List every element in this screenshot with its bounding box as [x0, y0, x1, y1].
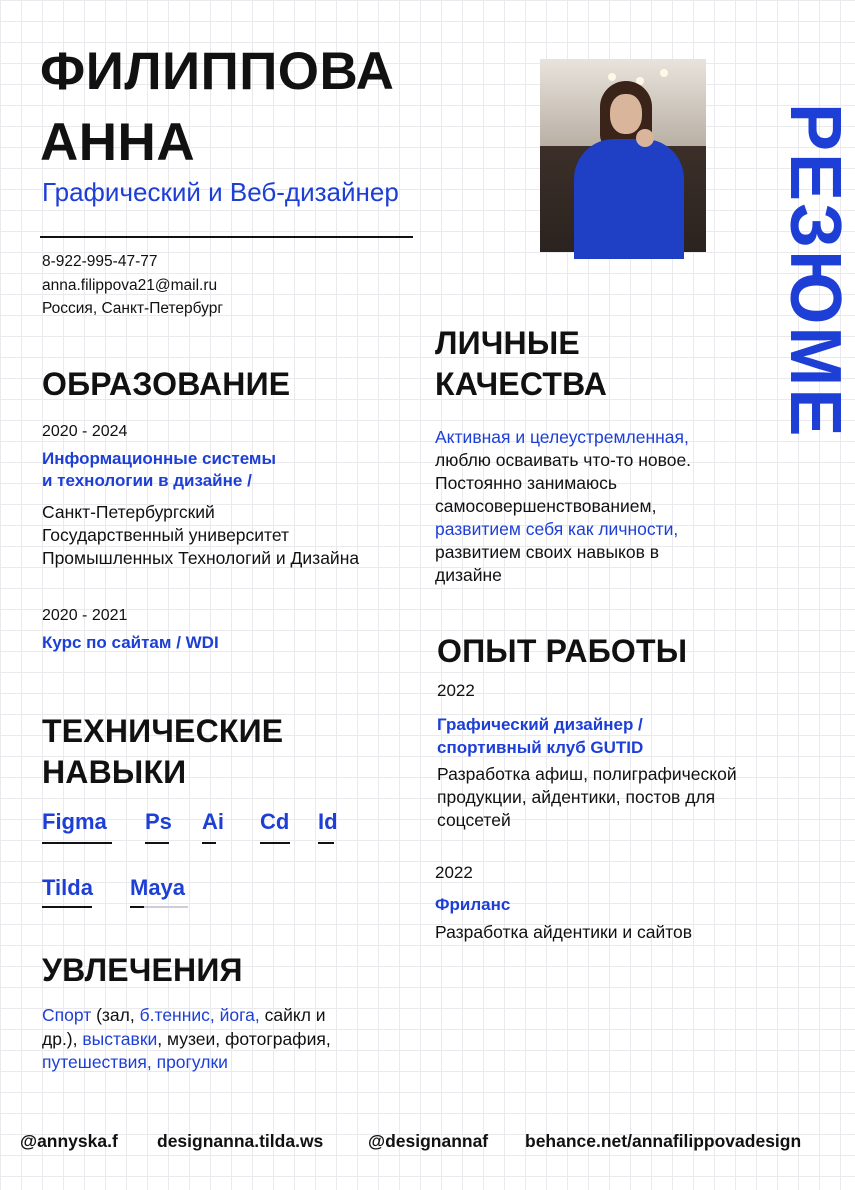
skill-ps-level — [145, 842, 169, 844]
name-first-line: ФИЛИППОВА — [40, 42, 395, 101]
experience-heading: ОПЫТ РАБОТЫ — [437, 633, 688, 669]
hobby-sport: Спорт — [42, 1005, 92, 1025]
footer-link-instagram-design[interactable]: @designannaf — [368, 1131, 489, 1151]
experience-desc-1-line1: Разработка афиш, полиграфической — [437, 764, 737, 784]
qualities-line7: дизайне — [435, 565, 502, 585]
footer-link-behance[interactable]: behance.net/annafilippovadesign — [525, 1131, 802, 1151]
experience-role-1-line1: Графический дизайнер / — [437, 715, 643, 734]
skill-maya-level — [130, 906, 144, 908]
skill-id-level — [318, 842, 334, 844]
skill-figma-level — [42, 842, 112, 844]
skill-ps: Ps — [145, 809, 172, 834]
skill-maya: Maya — [130, 875, 186, 900]
experience-desc-1-line3: соцсетей — [437, 810, 511, 830]
name-second-line: АННА — [40, 113, 196, 172]
job-title: Графический и Веб-дизайнер — [42, 177, 399, 207]
profile-photo — [540, 59, 706, 252]
qualities-line2: люблю осваивать что-то новое. — [435, 450, 692, 470]
education-program-1-line2: и технологии в дизайне / — [42, 471, 252, 490]
hobbies-text: , музеи, фотография, — [157, 1029, 331, 1049]
education-years-1: 2020 - 2024 — [42, 423, 128, 440]
skill-cd: Cd — [260, 809, 290, 834]
contact-phone: 8-922-995-47-77 — [42, 253, 158, 270]
skill-id: Id — [318, 809, 338, 834]
education-school-line2: Государственный университет — [42, 525, 290, 545]
education-program-1-line1: Информационные системы — [42, 449, 277, 468]
contact-location: Россия, Санкт-Петербург — [42, 300, 224, 317]
experience-year-2: 2022 — [435, 863, 473, 882]
footer-link-tilda[interactable]: designanna.tilda.ws — [157, 1131, 324, 1151]
skill-cd-level — [260, 842, 290, 844]
experience-year-1: 2022 — [437, 681, 475, 700]
qualities-line6: развитием своих навыков в — [435, 542, 660, 562]
qualities-line1: Активная и целеустремленная, — [435, 427, 689, 447]
qualities-line4: самосовершенствованием, — [435, 496, 657, 516]
hobbies-text: (зал, — [91, 1005, 140, 1025]
qualities-heading-line2: КАЧЕСТВА — [435, 366, 608, 402]
experience-desc-2: Разработка айдентики и сайтов — [435, 922, 693, 942]
education-school-line1: Санкт-Петербургский — [42, 502, 215, 522]
header-divider — [40, 236, 413, 238]
hobbies-line1 — [42, 1004, 326, 1027]
hobbies-heading: УВЛЕЧЕНИЯ — [42, 952, 243, 988]
education-program-2: Курс по сайтам / WDI — [42, 633, 219, 652]
skill-maya-level-track — [144, 906, 188, 908]
skill-ai: Ai — [202, 809, 224, 834]
resume-vertical-title: РЕЗЮМЕ — [775, 103, 855, 439]
qualities-heading-line1: ЛИЧНЫЕ — [435, 325, 580, 361]
skill-figma: Figma — [42, 809, 107, 834]
footer-link-instagram-personal[interactable]: @annyska.f — [20, 1131, 118, 1151]
qualities-line3: Постоянно занимаюсь — [435, 473, 617, 493]
hobby-tennis-yoga: б.теннис, йога, — [139, 1005, 260, 1025]
education-school-line3: Промышленных Технологий и Дизайна — [42, 548, 360, 568]
skill-tilda: Tilda — [42, 875, 93, 900]
skill-ai-level — [202, 842, 216, 844]
experience-role-2: Фриланс — [435, 895, 511, 914]
experience-desc-1-line2: продукции, айдентики, постов для — [437, 787, 716, 807]
hobby-exhibitions: выставки — [82, 1029, 158, 1049]
education-years-2: 2020 - 2021 — [42, 607, 128, 624]
hobbies-line3: путешествия, прогулки — [42, 1052, 228, 1072]
experience-role-1-line2: спортивный клуб GUTID — [437, 738, 644, 757]
skills-heading-line1: ТЕХНИЧЕСКИЕ — [42, 713, 284, 749]
hobbies-text: др.), — [42, 1029, 83, 1049]
education-heading: ОБРАЗОВАНИЕ — [42, 366, 291, 402]
skill-tilda-level — [42, 906, 92, 908]
hobbies-line2 — [42, 1028, 331, 1051]
qualities-line5: развитием себя как личности, — [435, 519, 679, 539]
contact-email: anna.filippova21@mail.ru — [42, 277, 218, 294]
hobbies-text: сайкл и — [259, 1005, 326, 1025]
skills-heading-line2: НАВЫКИ — [42, 754, 187, 790]
